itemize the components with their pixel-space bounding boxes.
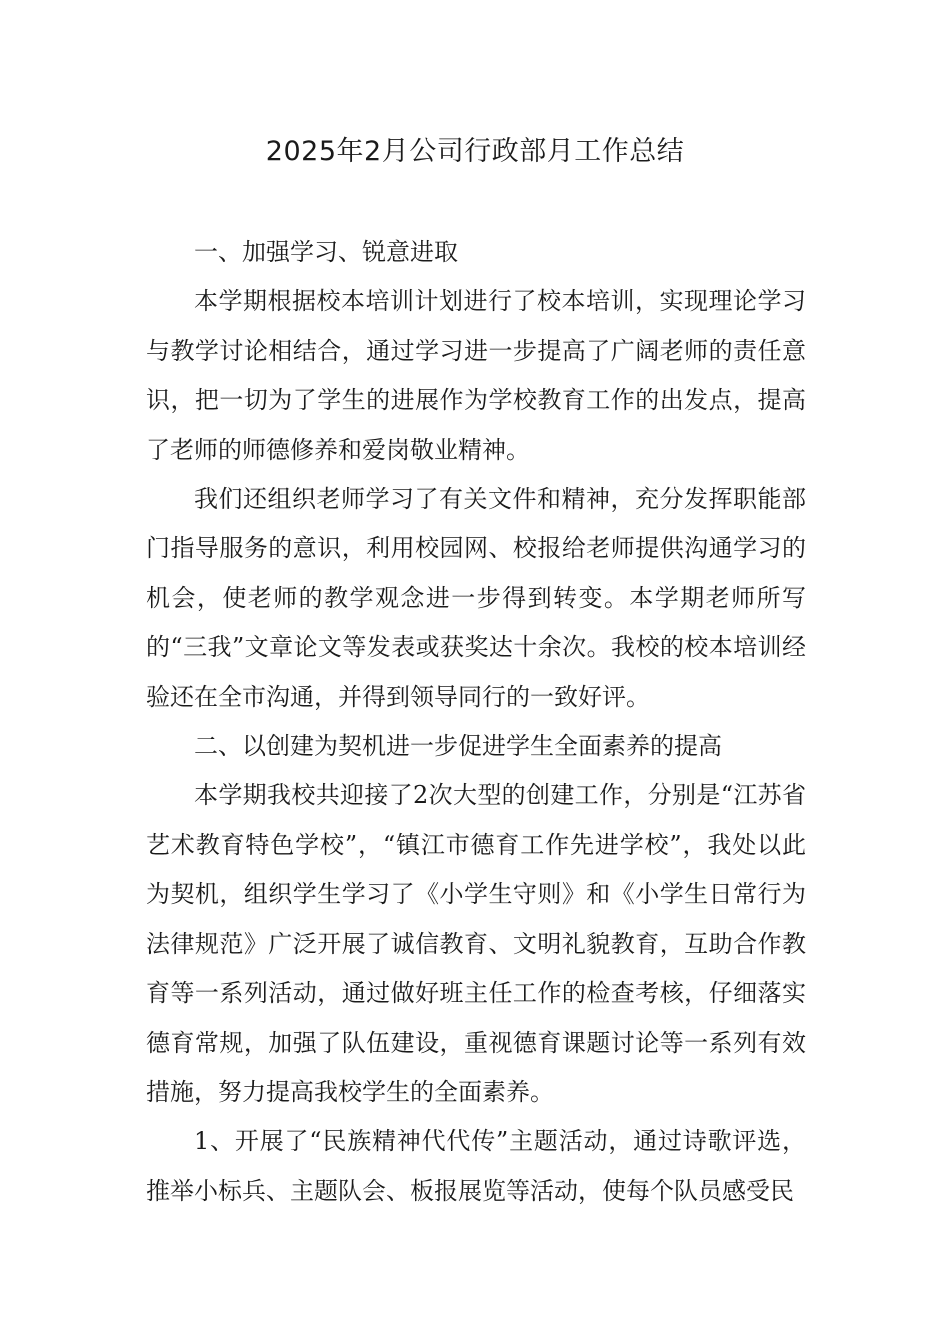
section-heading-1: 一、加强学习、锐意进取 — [194, 238, 458, 266]
document-title: 2025年2月公司行政部月工作总结 — [265, 136, 685, 167]
paragraph-1: 本学期根据校本培训计划进行了校本培训，实现理论学习与教学讨论相结合，通过学习进一步提高了广阔老师的责任意识，把一切为了学生的进展作为学校教育工作的出发点，提高了老师的师德修养和爱岗敬业精神。 — [146, 287, 806, 464]
paragraph-2: 我们还组织老师学习了有关文件和精神，充分发挥职能部门指导服务的意识，利用校园网、校报给老师提供沟通学习的机会，使老师的教学观念进一步得到转变。本学期老师所写的“三我”文章论文等发表或获奖达十余次。我校的校本培训经验还在全市沟通，并得到领导同行的一致好评。 — [146, 485, 806, 711]
section-heading-2: 二、以创建为契机进一步促进学生全面素养的提高 — [194, 732, 722, 761]
document-body — [146, 228, 806, 1216]
paragraph-3: 本学期我校共迎接了2次大型的创建工作，分别是“江苏省艺术教育特色学校”，“镇江市德育工作先进学校”，我处以此为契机，组织学生学习了《小学生守则》和《小学生日常行为法律规范》广泛开展了诚信教育、文明礼貌教育，互助合作教育等一系列活动，通过做好班主任工作的检查考核，仔细落实德育常规，加强了队伍建设，重视德育课题讨论等一系列有效措施，努力提高我校学生的全面素养。 — [146, 781, 806, 1106]
paragraph-4: 1、开展了“民族精神代代传”主题活动，通过诗歌评选，推举小标兵、主题队会、板报展览等活动，使每个队员感受民 — [146, 1127, 806, 1205]
